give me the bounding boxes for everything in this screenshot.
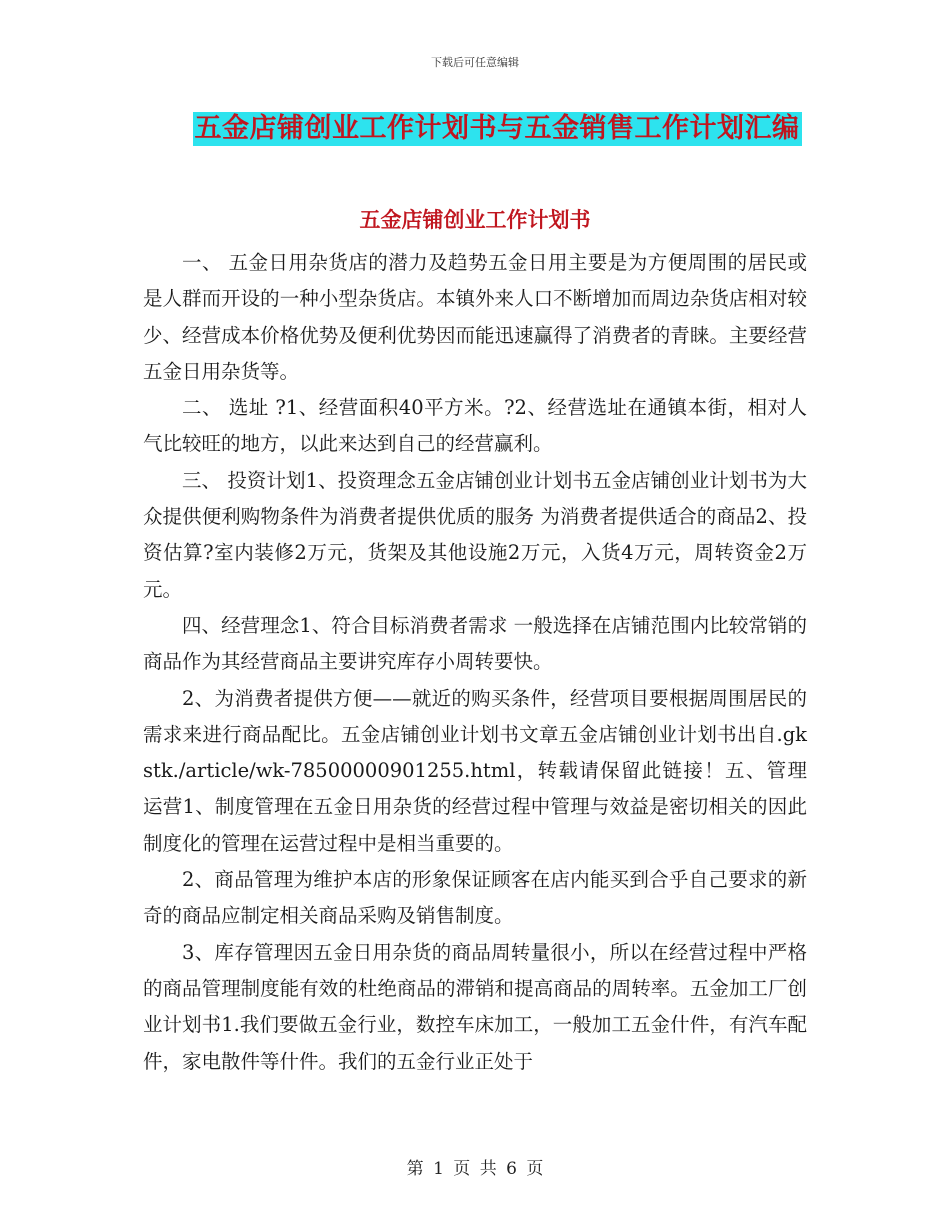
- page-footer: 第 1 页 共 6 页: [406, 1159, 544, 1179]
- document-title-wrap: [0, 112, 950, 146]
- paragraph-3: 三、 投资计划1、投资理念五金店铺创业计划书五金店铺创业计划书为大众提供便利购物条件为消费者提供优质的服务 为消费者提供适合的商品2、投资估算?室内装修2万元，货架及其他设施2万元，入货4万元，周转资金2万元。: [143, 468, 807, 601]
- document-title: 五金店铺创业工作计划书与五金销售工作计划汇编: [194, 113, 800, 144]
- paragraph-7: 3、库存管理因五金日用杂货的商品周转量很小，所以在经营过程中严格的商品管理制度能有效的杜绝商品的滞销和提高商品的周转率。五金加工厂创业计划书1.我们要做五金行业，数控车床加工，一般加工五金什件，有汽车配件，家电散件等什件。我们的五金行业正处于: [143, 940, 807, 1073]
- body-text: [143, 245, 807, 1080]
- paragraph-6: 2、商品管理为维护本店的形象保证顾客在店内能买到合乎自己要求的新奇的商品应制定相关商品采购及销售制度。: [143, 868, 807, 928]
- section-title: 五金店铺创业工作计划书: [359, 208, 591, 232]
- paragraph-2: 二、 选址 ?1、经营面积40平方米。?2、经营选址在通镇本街，相对人气比较旺的地方，以此来达到自己的经营赢利。: [143, 396, 807, 456]
- header-note: 下载后可任意编辑: [431, 56, 519, 69]
- paragraph-5: 2、为消费者提供方便——就近的购买条件，经营项目要根据周围居民的需求来进行商品配比。五金店铺创业计划书文章五金店铺创业计划书出自.gkstk./article/wk-78500000901255.html，转载请保留此链接！五、管理运营1、制度管理在五金日用杂货的经营过程中管理与效益是密切相关的因此制度化的管理在运营过程中是相当重要的。: [143, 686, 807, 855]
- paragraph-1: 一、 五金日用杂货店的潜力及趋势五金日用主要是为方便周围的居民或是人群而开设的一种小型杂货店。本镇外来人口不断增加而周边杂货店相对较少、经营成本价格优势及便利优势因而能迅速赢得了消费者的青睐。主要经营五金日用杂货等。: [143, 251, 807, 383]
- paragraph-4: 四、经营理念1、符合目标消费者需求 一般选择在店铺范围内比较常销的商品作为其经营商品主要讲究库存小周转要快。: [143, 613, 807, 674]
